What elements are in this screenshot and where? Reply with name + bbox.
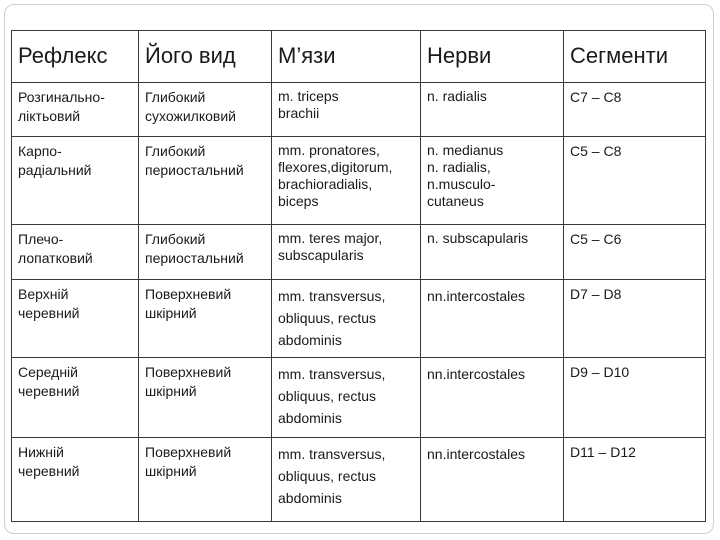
cell-segments: D9 – D10 <box>564 358 706 438</box>
table-row <box>12 83 706 137</box>
table-row <box>12 438 706 522</box>
cell-reflex: Верхній черевний <box>12 280 139 358</box>
cell-muscles: mm. teres major, subscapularis <box>272 225 421 280</box>
cell-nerves: nn.intercostales <box>421 358 564 438</box>
cell-muscles: mm. transversus, obliquus, rectus abdominis <box>272 358 421 438</box>
cell-nerves: n. radialis <box>421 83 564 137</box>
table-row <box>12 137 706 225</box>
table-row <box>12 280 706 358</box>
cell-nerves: n. medianus n. radialis, n.musculo- cutaneus <box>421 137 564 225</box>
cell-reflex: Середній черевний <box>12 358 139 438</box>
table-row <box>12 358 706 438</box>
cell-type: Поверхневий шкірний <box>139 438 272 522</box>
header-reflex: Рефлекс <box>12 31 139 83</box>
cell-type: Глибокий периостальний <box>139 137 272 225</box>
header-segments: Сегменти <box>564 31 706 83</box>
cell-muscles: m. triceps brachii <box>272 83 421 137</box>
header-nerves: Нерви <box>421 31 564 83</box>
cell-segments: C7 – C8 <box>564 83 706 137</box>
cell-type: Поверхневий шкірний <box>139 358 272 438</box>
cell-segments: D7 – D8 <box>564 280 706 358</box>
cell-reflex: Плечо- лопатковий <box>12 225 139 280</box>
cell-muscles: mm. pronatores, flexores,digitorum, brachioradialis, biceps <box>272 137 421 225</box>
cell-nerves: n. subscapularis <box>421 225 564 280</box>
cell-segments: D11 – D12 <box>564 438 706 522</box>
cell-reflex: Розгинально- ліктьовий <box>12 83 139 137</box>
cell-nerves: nn.intercostales <box>421 438 564 522</box>
header-muscles: М’язи <box>272 31 421 83</box>
reflex-table <box>11 30 706 522</box>
header-type: Його вид <box>139 31 272 83</box>
cell-muscles: mm. transversus, obliquus, rectus abdominis <box>272 438 421 522</box>
cell-segments: C5 – C6 <box>564 225 706 280</box>
table-row <box>12 225 706 280</box>
cell-type: Поверхневий шкірний <box>139 280 272 358</box>
header-row <box>12 31 706 83</box>
cell-reflex: Карпо- радіальний <box>12 137 139 225</box>
cell-type: Глибокий сухожилковий <box>139 83 272 137</box>
cell-nerves: nn.intercostales <box>421 280 564 358</box>
cell-type: Глибокий периостальний <box>139 225 272 280</box>
cell-segments: C5 – C8 <box>564 137 706 225</box>
cell-reflex: Нижній черевний <box>12 438 139 522</box>
cell-muscles: mm. transversus, obliquus, rectus abdominis <box>272 280 421 358</box>
